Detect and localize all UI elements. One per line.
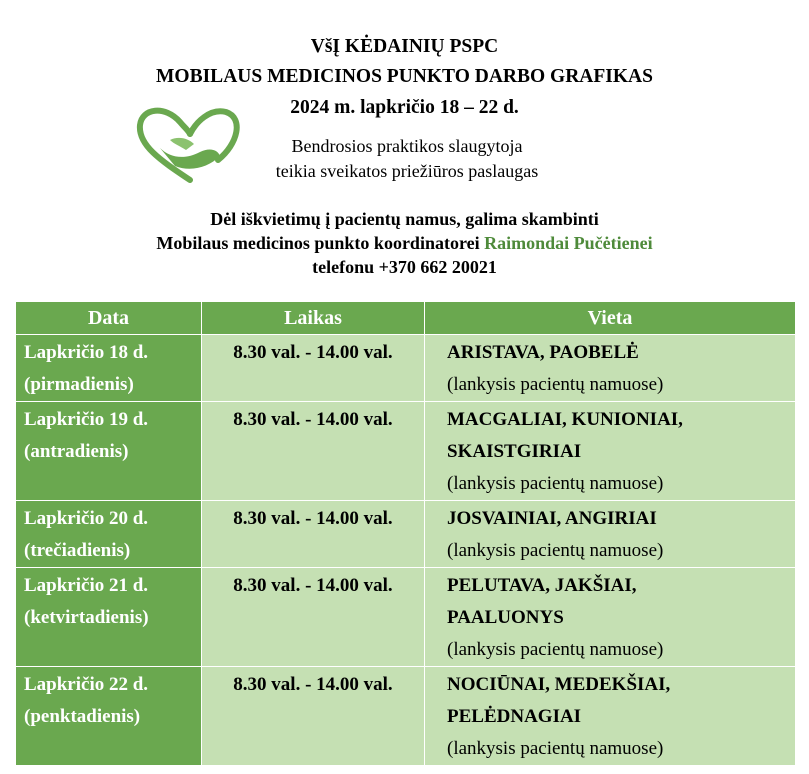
place-cell xyxy=(425,568,796,667)
visit-note: (lankysis pacientų namuose) xyxy=(447,374,664,395)
col-header-date: Data xyxy=(16,302,202,335)
date-text: Lapkričio 19 d. xyxy=(24,409,149,430)
col-header-time: Laikas xyxy=(202,302,425,335)
date-cell xyxy=(16,568,202,667)
weekday-text: (ketvirtadienis) xyxy=(24,607,149,628)
places-text: PELUTAVA, JAKŠIAI, xyxy=(447,575,637,596)
place-cell xyxy=(425,402,796,501)
coordinator-name: Raimondai Pučėtienei xyxy=(484,233,653,253)
page-title: MOBILAUS MEDICINOS PUNKTO DARBO GRAFIKAS xyxy=(156,66,653,87)
date-text: Lapkričio 22 d. xyxy=(24,674,149,695)
places-text: JOSVAINIAI, ANGIRIAI xyxy=(447,508,657,529)
place-cell xyxy=(425,667,796,766)
places-text-2: SKAISTGIRIAI xyxy=(447,441,582,462)
weekday-text: (penktadienis) xyxy=(24,706,141,727)
time-cell: 8.30 val. - 14.00 val. xyxy=(202,667,425,766)
call-line-2 xyxy=(0,231,809,255)
call-prefix: Mobilaus medicinos punkto koordinatorei xyxy=(156,233,480,253)
table-row xyxy=(16,501,796,568)
weekday-text: (trečiadienis) xyxy=(24,540,131,561)
org-name: VšĮ KĖDAINIŲ PSPC xyxy=(310,36,499,57)
visit-note: (lankysis pacientų namuose) xyxy=(447,473,664,494)
schedule-table xyxy=(15,301,796,766)
visit-note: (lankysis pacientų namuose) xyxy=(447,639,664,660)
phone-line: telefonu +370 662 20021 xyxy=(312,257,497,277)
subtitle-line-1: Bendrosios praktikos slaugytoja xyxy=(291,136,523,156)
time-cell: 8.30 val. - 14.00 val. xyxy=(202,335,425,402)
table-row xyxy=(16,402,796,501)
place-cell xyxy=(425,501,796,568)
subtitle-line-2: teikia sveikatos priežiūros paslaugas xyxy=(275,161,539,181)
weekday-text: (antradienis) xyxy=(24,441,129,462)
table-row xyxy=(16,568,796,667)
date-range: 2024 m. lapkričio 18 – 22 d. xyxy=(290,97,519,118)
places-text: ARISTAVA, PAOBELĖ xyxy=(447,342,639,363)
table-row xyxy=(16,335,796,402)
visit-note: (lankysis pacientų namuose) xyxy=(447,540,664,561)
col-header-place: Vieta xyxy=(425,302,796,335)
date-cell xyxy=(16,501,202,568)
date-text: Lapkričio 18 d. xyxy=(24,342,149,363)
places-text-2: PELĖDNAGIAI xyxy=(447,706,582,727)
places-text: MACGALIAI, KUNIONIAI, xyxy=(447,409,683,430)
time-cell: 8.30 val. - 14.00 val. xyxy=(202,568,425,667)
table-row xyxy=(16,667,796,766)
places-text: NOCIŪNAI, MEDEKŠIAI, xyxy=(447,674,671,695)
call-line-1: Dėl iškvietimų į pacientų namus, galima skambinti xyxy=(210,209,599,229)
visit-note: (lankysis pacientų namuose) xyxy=(447,738,664,759)
places-text-2: PAALUONYS xyxy=(447,607,564,628)
date-cell xyxy=(16,667,202,766)
date-cell xyxy=(16,402,202,501)
place-cell xyxy=(425,335,796,402)
date-cell xyxy=(16,335,202,402)
date-text: Lapkričio 20 d. xyxy=(24,508,149,529)
weekday-text: (pirmadienis) xyxy=(24,374,134,395)
date-text: Lapkričio 21 d. xyxy=(24,575,149,596)
time-cell: 8.30 val. - 14.00 val. xyxy=(202,402,425,501)
table-header-row xyxy=(16,302,796,335)
time-cell: 8.30 val. - 14.00 val. xyxy=(202,501,425,568)
